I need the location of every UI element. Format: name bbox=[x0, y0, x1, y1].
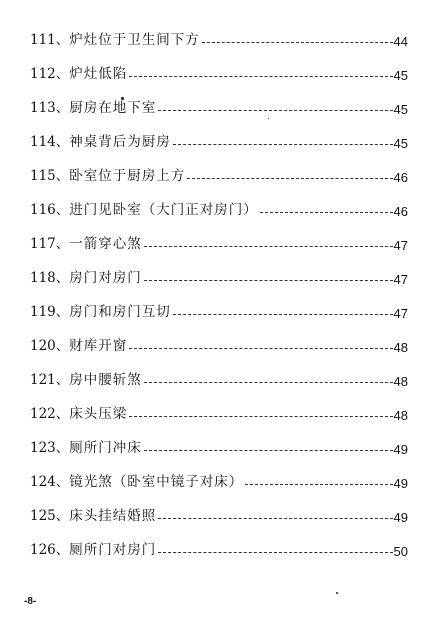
toc-entry bbox=[30, 160, 408, 194]
toc-entry-page: 49 bbox=[393, 441, 408, 457]
toc-entry-number: 120、 bbox=[30, 338, 70, 355]
toc-entry-title: 厕所门冲床 bbox=[69, 440, 142, 457]
toc-entry-page: 45 bbox=[393, 135, 408, 151]
toc-entry bbox=[30, 398, 408, 432]
toc-entry-page: 44 bbox=[393, 33, 408, 49]
dot-leader bbox=[202, 42, 393, 43]
toc-entry-number: 117、 bbox=[30, 236, 70, 253]
toc-entry bbox=[30, 364, 408, 398]
toc-entry-title: 卧室位于厨房上方 bbox=[69, 168, 186, 185]
toc-entry-number: 125、 bbox=[30, 508, 70, 525]
scan-speck bbox=[268, 118, 269, 119]
toc-entry-number: 114、 bbox=[30, 134, 70, 151]
dot-leader bbox=[144, 280, 393, 281]
toc-entry-page: 45 bbox=[393, 101, 408, 117]
toc-entry-title: 镜光煞（卧室中镜子对床） bbox=[69, 474, 244, 491]
toc-entry-title: 床头挂结婚照 bbox=[69, 508, 157, 525]
toc-entry bbox=[30, 534, 408, 568]
toc-entry bbox=[30, 262, 408, 296]
toc-entry-page: 48 bbox=[393, 407, 408, 423]
toc-entry-title: 一箭穿心煞 bbox=[69, 236, 142, 253]
toc-entry-number: 122、 bbox=[30, 406, 70, 423]
toc-entry-page: 48 bbox=[393, 373, 408, 389]
toc-entry-number: 124、 bbox=[30, 474, 70, 491]
toc-entry bbox=[30, 330, 408, 364]
toc-entry-number: 116、 bbox=[30, 202, 70, 219]
toc-entry bbox=[30, 466, 408, 500]
toc-entry-page: 46 bbox=[393, 169, 408, 185]
toc-entry-title: 财库开窗 bbox=[69, 338, 128, 355]
toc-entry-page: 45 bbox=[393, 67, 408, 83]
toc-entry-page: 47 bbox=[393, 271, 408, 287]
toc-entry-title: 炉灶低陷 bbox=[69, 66, 128, 83]
toc-entry-title: 房门对房门 bbox=[69, 270, 142, 287]
toc-entry-page: 47 bbox=[393, 237, 408, 253]
toc-entry bbox=[30, 296, 408, 330]
toc-entry-title: 房门和房门互切 bbox=[69, 304, 171, 321]
dot-leader bbox=[173, 314, 393, 315]
toc-entry-page: 49 bbox=[393, 509, 408, 525]
toc-entry-page: 47 bbox=[393, 305, 408, 321]
toc-entry bbox=[30, 432, 408, 466]
dot-leader bbox=[187, 178, 392, 179]
toc-entry bbox=[30, 92, 408, 126]
toc-entry bbox=[30, 58, 408, 92]
scan-speck bbox=[336, 592, 338, 594]
toc-entry bbox=[30, 194, 408, 228]
dot-leader bbox=[245, 484, 392, 485]
table-of-contents bbox=[30, 24, 408, 568]
dot-leader bbox=[260, 212, 393, 213]
toc-entry-title: 炉灶位于卫生间下方 bbox=[69, 32, 200, 49]
dot-leader bbox=[158, 552, 392, 553]
toc-entry bbox=[30, 126, 408, 160]
toc-entry-number: 126、 bbox=[30, 542, 70, 559]
toc-entry-number: 118、 bbox=[30, 270, 70, 287]
toc-entry-title: 厨房在地下室 bbox=[69, 100, 157, 117]
dot-leader bbox=[144, 450, 393, 451]
toc-entry-number: 112、 bbox=[30, 66, 70, 83]
toc-entry-title: 床头压梁 bbox=[69, 406, 128, 423]
toc-entry-number: 111、 bbox=[30, 32, 70, 49]
toc-entry-title: 神桌背后为厨房 bbox=[69, 134, 171, 151]
toc-entry bbox=[30, 228, 408, 262]
toc-entry-page: 46 bbox=[393, 203, 408, 219]
toc-entry bbox=[30, 500, 408, 534]
toc-entry-number: 121、 bbox=[30, 372, 70, 389]
toc-entry-title: 房中腰斩煞 bbox=[69, 372, 142, 389]
toc-entry-number: 123、 bbox=[30, 440, 70, 457]
toc-entry-page: 48 bbox=[393, 339, 408, 355]
toc-entry-title: 进门见卧室（大门正对房门） bbox=[69, 202, 258, 219]
dot-leader bbox=[129, 76, 392, 77]
dot-leader bbox=[158, 110, 392, 111]
toc-entry-title: 厕所门对房门 bbox=[69, 542, 157, 559]
dot-leader bbox=[144, 382, 393, 383]
toc-entry bbox=[30, 24, 408, 58]
toc-entry-page: 50 bbox=[393, 543, 408, 559]
toc-entry-number: 113、 bbox=[30, 100, 70, 117]
page-number: -8- bbox=[24, 596, 37, 607]
toc-entry-page: 49 bbox=[393, 475, 408, 491]
dot-leader bbox=[129, 348, 392, 349]
dot-leader bbox=[129, 416, 392, 417]
scan-speck bbox=[121, 97, 124, 100]
toc-entry-number: 115、 bbox=[30, 168, 70, 185]
dot-leader bbox=[173, 144, 393, 145]
dot-leader bbox=[158, 518, 392, 519]
toc-entry-number: 119、 bbox=[30, 304, 70, 321]
dot-leader bbox=[144, 246, 393, 247]
